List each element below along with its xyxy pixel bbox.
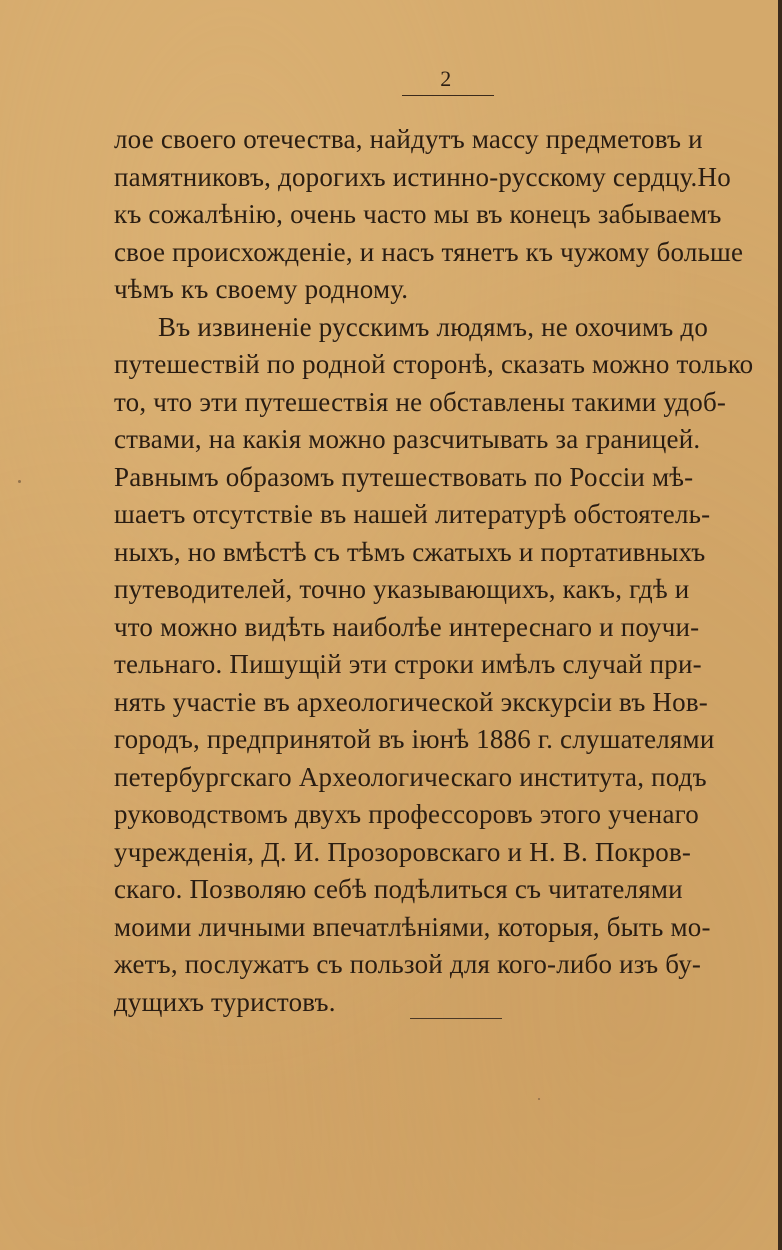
text-line: ныхъ, но вмѣстѣ съ тѣмъ сжатыхъ и портативныхъ	[114, 536, 706, 567]
body-text	[114, 121, 782, 1021]
text-line: дущихъ туристовъ.	[114, 986, 336, 1017]
text-line: чѣмъ къ своему родному.	[114, 274, 409, 304]
footer-rule	[410, 1018, 502, 1019]
page-number: 2	[440, 66, 452, 91]
text-line: нять участіе въ археологической экскурсіи въ Нов-	[114, 686, 708, 717]
text-line: тельнаго. Пишущій эти строки имѣлъ случай при-	[114, 649, 702, 679]
text-line: петербургскаго Археологическаго института, подъ	[114, 761, 707, 792]
text-line: то, что эти путешествія не обставлены такими удоб-	[114, 386, 727, 417]
text-line: городъ, предпринятой въ іюнѣ 1886 г. слушателями	[114, 724, 715, 754]
text-line: къ сожалѣнію, очень часто мы въ конецъ забываемъ	[114, 199, 722, 229]
paper-speck	[538, 1098, 540, 1100]
text-line: путешествій по родной сторонѣ, сказать можно только	[114, 349, 754, 379]
text-line: моими личными впечатлѣніями, которыя, быть мо-	[114, 911, 711, 942]
paragraph-2	[114, 309, 782, 1022]
text-line: Въ извиненіе русскимъ людямъ, не охочимъ до	[158, 311, 709, 342]
text-line: учрежденія, Д. И. Прозоровскаго и Н. В. Покров-	[114, 836, 692, 867]
text-line: путеводителей, точно указывающихъ, какъ, гдѣ и	[114, 574, 690, 604]
paragraph-1	[114, 121, 782, 309]
text-line: памятниковъ, дорогихъ истинно-русскому сердцу.Но	[114, 161, 731, 192]
text-line: шаетъ отсутствіе въ нашей литературѣ обстоятель-	[114, 499, 711, 529]
text-line: ствами, на какія можно разсчитывать за границей.	[114, 424, 701, 454]
text-line: Равнымъ образомъ путешествовать по Россіи мѣ-	[114, 461, 694, 492]
text-line: что можно видѣть наиболѣе интереснаго и поучи-	[114, 611, 700, 642]
header-rule	[402, 95, 494, 96]
text-line: руководствомъ двухъ профессоровъ этого ученаго	[114, 799, 699, 829]
text-line: жетъ, послужатъ съ пользой для кого-либо изъ бу-	[114, 949, 702, 979]
text-line: свое происхожденіе, и насъ тянетъ къ чужому больше	[114, 236, 744, 267]
text-line: лое своего отечества, найдутъ массу предметовъ и	[114, 124, 703, 154]
paper-speck	[18, 480, 21, 483]
text-line: скаго. Позволяю себѣ подѣлиться съ читателями	[114, 874, 683, 904]
